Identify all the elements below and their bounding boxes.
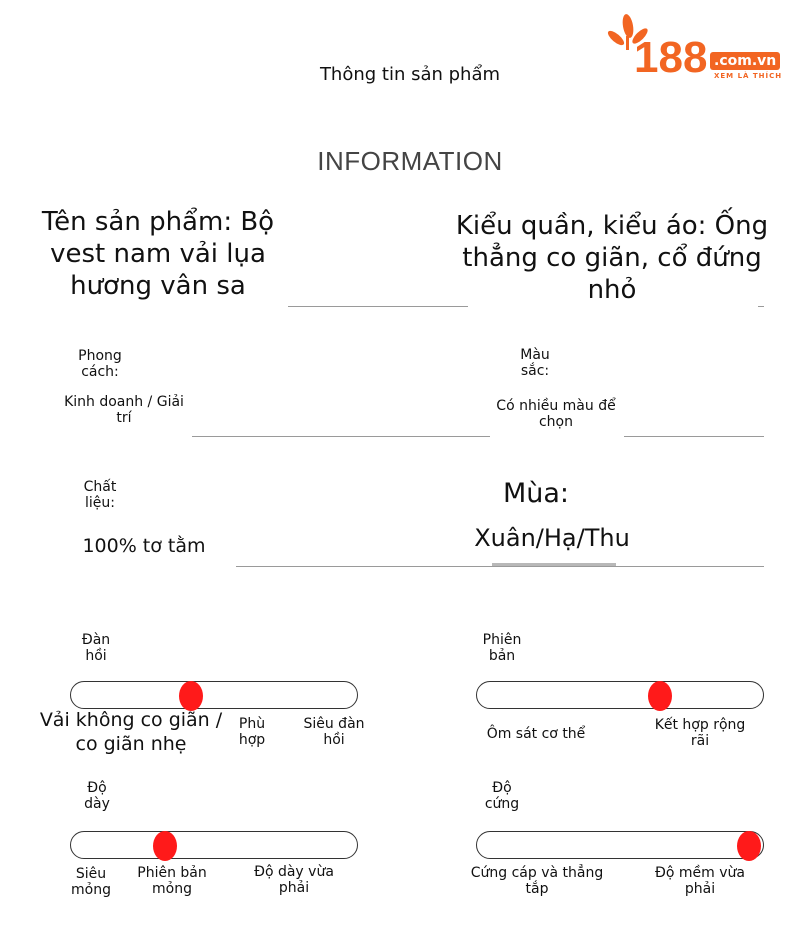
fit-label: Phiên bản xyxy=(482,632,522,664)
logo-domain: .com.vn xyxy=(710,52,780,70)
thickness-option-thin: Phiên bản mỏng xyxy=(137,865,207,897)
material-label: Chất liệu: xyxy=(83,479,117,511)
elasticity-scale xyxy=(70,681,358,709)
style-value: Kinh doanh / Giải trí xyxy=(64,394,184,426)
thickness-scale xyxy=(70,831,358,859)
stiffness-option-soft: Độ mềm vừa phải xyxy=(655,865,745,897)
divider xyxy=(758,306,764,307)
elasticity-option-fit: Phù hợp xyxy=(238,716,266,748)
divider xyxy=(192,436,490,437)
thickness-indicator xyxy=(153,831,177,861)
thickness-option-medium: Độ dày vừa phải xyxy=(254,864,334,896)
fit-indicator xyxy=(648,681,672,711)
stiffness-scale xyxy=(476,831,764,859)
stiffness-label: Độ cứng xyxy=(484,780,520,812)
style-label: Phong cách: xyxy=(78,348,122,380)
product-name: Tên sản phẩm: Bộ vest nam vải lụa hương vân sa xyxy=(41,207,275,301)
material-value: 100% tơ tằm xyxy=(82,535,206,557)
divider xyxy=(236,566,764,567)
divider-accent xyxy=(492,563,616,566)
brand-logo[interactable] xyxy=(606,14,784,84)
page-title: Thông tin sản phẩm xyxy=(319,64,501,85)
fit-scale xyxy=(476,681,764,709)
elasticity-option-none: Vải không co giãn / co giãn nhẹ xyxy=(39,709,223,755)
elasticity-label: Đàn hồi xyxy=(81,632,111,664)
divider xyxy=(624,436,764,437)
logo-tagline: XEM LÀ THÍCH xyxy=(714,72,783,80)
color-value: Có nhiều màu để chọn xyxy=(496,398,616,430)
thickness-option-super-thin: Siêu mỏng xyxy=(71,866,111,898)
fit-option-slim: Ôm sát cơ thể xyxy=(486,726,586,742)
season-value: Xuân/Hạ/Thu xyxy=(474,524,630,552)
product-style: Kiểu quần, kiểu áo: Ống thẳng co giãn, cổ đứng nhỏ xyxy=(455,211,769,305)
stiffness-option-firm: Cứng cáp và thẳng tắp xyxy=(470,865,604,897)
elasticity-option-super: Siêu đàn hồi xyxy=(303,716,365,748)
information-heading: INFORMATION xyxy=(317,146,503,176)
thickness-label: Độ dày xyxy=(84,780,110,812)
fit-option-loose: Kết hợp rộng rãi xyxy=(654,717,746,749)
logo-number: 188 xyxy=(634,33,708,82)
color-label: Màu sắc: xyxy=(520,347,550,379)
elasticity-indicator xyxy=(179,681,203,711)
divider xyxy=(288,306,468,307)
season-label: Mùa: xyxy=(502,478,570,509)
stiffness-indicator xyxy=(737,831,761,861)
